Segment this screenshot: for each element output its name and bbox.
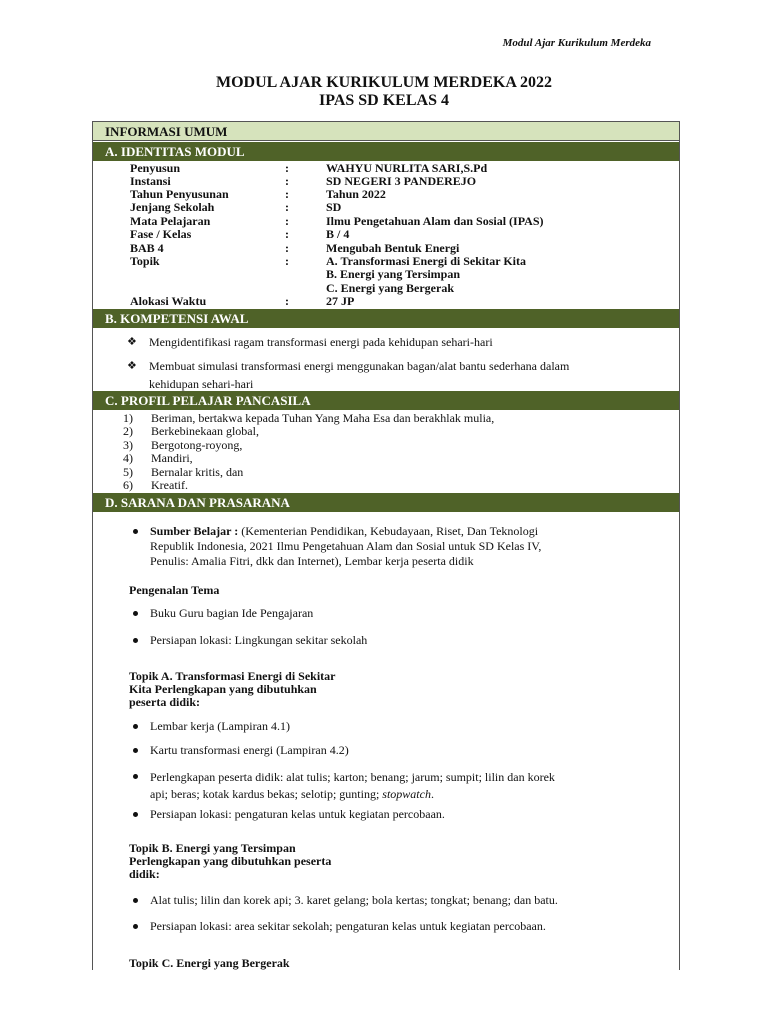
bullet-dot-icon (133, 529, 138, 534)
topik-a-item: Lembar kerja (Lampiran 4.1) (133, 719, 633, 734)
title-line-2: IPAS SD KELAS 4 (319, 92, 449, 109)
identity-row: Alokasi Waktu : 27 JP (130, 294, 355, 308)
topik-a-item: Perlengkapan peserta didik: alat tulis; karton; benang; jarum; sumpit; lilin dan korek api; beras; kotak kardus bekas; selotip; gunting; stopwatch. (133, 769, 663, 803)
section-profil-pelajar: C. PROFIL PELAJAR PANCASILA (93, 391, 679, 410)
topik-b-item: Alat tulis; lilin dan korek api; 3. karet gelang; bola kertas; tongkat; benang; dan batu. (133, 893, 663, 908)
profil-item: 4) Mandiri, (123, 451, 193, 465)
identity-row: Tahun Penyusunan : Tahun 2022 (130, 187, 386, 201)
bullet-dot-icon (133, 774, 138, 779)
identity-row: Penyusun : WAHYU NURLITA SARI,S.Pd (130, 161, 488, 175)
topik-a-item: Persiapan lokasi: pengaturan kelas untuk kegiatan percobaan. (133, 807, 633, 822)
bullet-dot-icon (133, 748, 138, 753)
identity-row: BAB 4 : Mengubah Bentuk Energi (130, 241, 460, 255)
identity-row: C. Energi yang Bergerak (326, 281, 454, 295)
topik-a-heading: Topik A. Transformasi Energi di Sekitar Kita Perlengkapan yang dibutuhkan peserta didik: (129, 669, 336, 709)
identity-row: Mata Pelajaran : Ilmu Pengetahuan Alam dan Sosial (IPAS) (130, 214, 544, 228)
diamond-bullet-icon: ❖ (127, 336, 137, 348)
module-table (92, 121, 680, 970)
diamond-bullet-icon: ❖ (127, 360, 137, 372)
section-informasi-umum: INFORMASI UMUM (93, 122, 679, 141)
profil-item: 2) Berkebinekaan global, (123, 424, 259, 438)
profil-item: 6) Kreatif. (123, 478, 188, 492)
document-title (0, 74, 768, 110)
sumber-belajar-item: Sumber Belajar : (Kementerian Pendidikan, Kebudayaan, Riset, Dan Teknologi Republik Indonesia, 2021 Ilmu Pengetahuan Alam dan Sosial untuk SD Kelas IV, Penulis: Amalia Fitri, dkk dan Internet), Lembar kerja peserta didik (133, 524, 653, 569)
bullet-dot-icon (133, 898, 138, 903)
identity-row: B. Energi yang Tersimpan (326, 267, 461, 281)
pengenalan-item: Persiapan lokasi: Lingkungan sekitar sekolah (133, 633, 633, 648)
profil-item: 1) Beriman, bertakwa kepada Tuhan Yang Maha Esa dan berakhlak mulia, (123, 411, 495, 425)
topik-a-item: Kartu transformasi energi (Lampiran 4.2) (133, 743, 633, 758)
pengenalan-tema-heading: Pengenalan Tema (129, 583, 220, 597)
bullet-dot-icon (133, 924, 138, 929)
identity-row: Topik : A. Transformasi Energi di Sekitar Kita (130, 254, 527, 268)
bullet-dot-icon (133, 611, 138, 616)
pengenalan-item: Buku Guru bagian Ide Pengajaran (133, 606, 633, 621)
topik-b-heading: Topik B. Energi yang Tersimpan Perlengkapan yang dibutuhkan peserta didik: (129, 841, 332, 881)
bullet-dot-icon (133, 638, 138, 643)
topik-b-item: Persiapan lokasi: area sekitar sekolah; pengaturan kelas untuk kegiatan percobaan. (133, 919, 663, 934)
section-sarana-prasarana: D. SARANA DAN PRASARANA (93, 493, 679, 512)
identity-row: Fase / Kelas : B / 4 (130, 227, 350, 241)
kompetensi-item: ❖ Membuat simulasi transformasi energi menggunakan bagan/alat bantu sederhana dalam (127, 356, 647, 376)
kompetensi-item-continuation: kehidupan sehari-hari (149, 377, 254, 391)
section-identitas-modul: A. IDENTITAS MODUL (93, 142, 679, 161)
profil-item: 5) Bernalar kritis, dan (123, 465, 244, 479)
identity-row: Jenjang Sekolah : SD (130, 200, 342, 214)
title-line-1: MODUL AJAR KURIKULUM MERDEKA 2022 (215, 74, 552, 91)
section-kompetensi-awal: B. KOMPETENSI AWAL (93, 309, 679, 328)
profil-item: 3) Bergotong-royong, (123, 438, 243, 452)
topik-c-heading: Topik C. Energi yang Bergerak (129, 956, 290, 970)
identity-row: Instansi : SD NEGERI 3 PANDEREJO (130, 174, 477, 188)
kompetensi-item: ❖ Mengidentifikasi ragam transformasi energi pada kehidupan sehari-hari (127, 332, 647, 352)
running-header: Modul Ajar Kurikulum Merdeka (502, 37, 651, 49)
bullet-dot-icon (133, 812, 138, 817)
bullet-dot-icon (133, 724, 138, 729)
